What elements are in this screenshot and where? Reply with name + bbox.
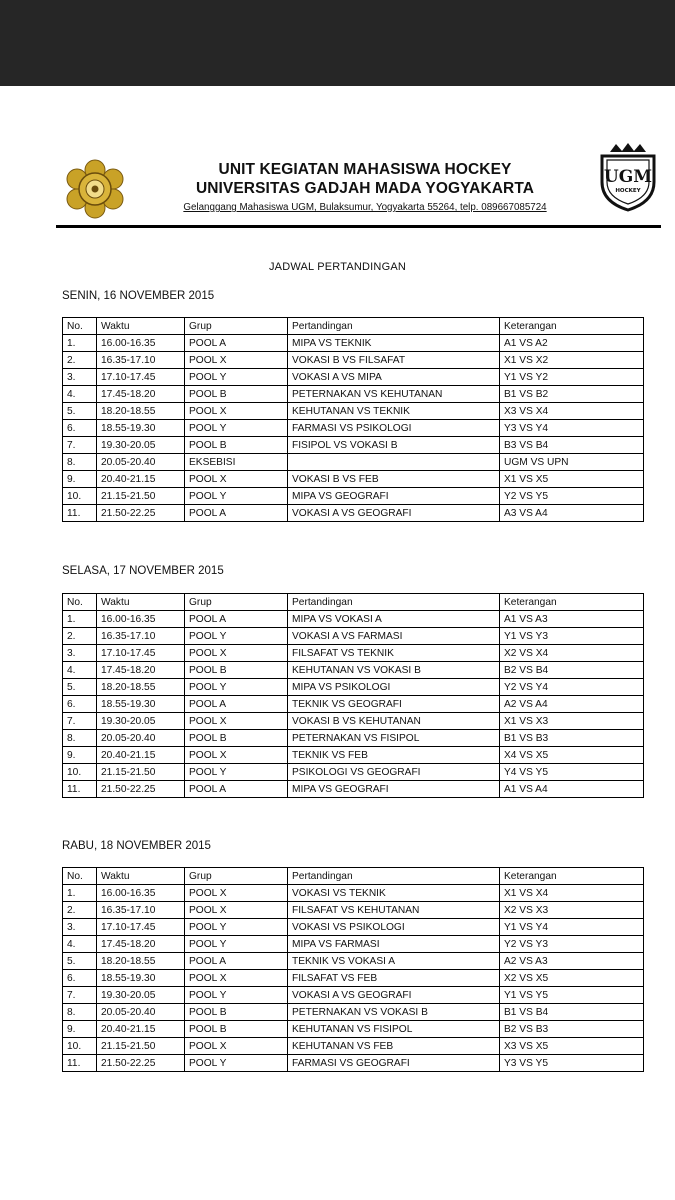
col-grup-cell: POOL B: [185, 730, 288, 747]
table-row: [63, 679, 644, 696]
col-waktu-cell: 20.05-20.40: [97, 1004, 185, 1021]
col-keterangan-cell: X1 VS X3: [500, 713, 644, 730]
col-grup-cell: POOL B: [185, 1021, 288, 1038]
col-keterangan-header: Keterangan: [500, 868, 644, 885]
col-waktu-cell: 17.10-17.45: [97, 369, 185, 386]
col-waktu-cell: 21.50-22.25: [97, 1055, 185, 1072]
col-pertandingan-cell: TEKNIK VS GEOGRAFI: [288, 696, 500, 713]
col-waktu-cell: 18.55-19.30: [97, 696, 185, 713]
col-keterangan-cell: A2 VS A3: [500, 953, 644, 970]
day-label-rabu: RABU, 18 NOVEMBER 2015: [62, 840, 211, 852]
col-waktu-cell: 16.00-16.35: [97, 611, 185, 628]
table-row: [63, 454, 644, 471]
col-waktu-cell: 20.40-21.15: [97, 1021, 185, 1038]
table-row: [63, 471, 644, 488]
table-row: [63, 352, 644, 369]
col-keterangan-cell: Y3 VS Y4: [500, 420, 644, 437]
col-grup-header: Grup: [185, 868, 288, 885]
col-grup-cell: POOL X: [185, 352, 288, 369]
col-pertandingan-cell: FARMASI VS PSIKOLOGI: [288, 420, 500, 437]
col-no-cell: 5.: [63, 403, 97, 420]
col-pertandingan-cell: VOKASI A VS GEOGRAFI: [288, 505, 500, 522]
col-pertandingan-cell: FARMASI VS GEOGRAFI: [288, 1055, 500, 1072]
org-name: UNIT KEGIATAN MAHASISWA HOCKEY: [218, 161, 512, 178]
col-grup-cell: POOL A: [185, 335, 288, 352]
ugm-hockey-crest-icon: [596, 142, 660, 212]
col-no-cell: 5.: [63, 953, 97, 970]
table-row: [63, 1021, 644, 1038]
col-waktu-cell: 21.15-21.50: [97, 764, 185, 781]
table-row: [63, 335, 644, 352]
col-grup-cell: POOL Y: [185, 987, 288, 1004]
col-no-cell: 6.: [63, 696, 97, 713]
col-grup-cell: POOL X: [185, 1038, 288, 1055]
document-page: [0, 86, 675, 1200]
col-no-cell: 10.: [63, 764, 97, 781]
crest-text: UGM: [603, 167, 653, 187]
col-no-cell: 10.: [63, 488, 97, 505]
table-row: [63, 919, 644, 936]
col-no-cell: 11.: [63, 505, 97, 522]
table-row: [63, 885, 644, 902]
table-header-row: [63, 868, 644, 885]
table-row: [63, 730, 644, 747]
col-grup-cell: POOL X: [185, 471, 288, 488]
col-pertandingan-cell: VOKASI VS PSIKOLOGI: [288, 919, 500, 936]
col-grup-cell: POOL Y: [185, 420, 288, 437]
table-row: [63, 628, 644, 645]
col-keterangan-cell: B2 VS B4: [500, 662, 644, 679]
col-no-cell: 9.: [63, 471, 97, 488]
col-grup-cell: POOL B: [185, 1004, 288, 1021]
table-row: [63, 747, 644, 764]
table-row: [63, 696, 644, 713]
col-grup-cell: POOL X: [185, 885, 288, 902]
col-waktu-cell: 16.00-16.35: [97, 335, 185, 352]
col-no-cell: 4.: [63, 936, 97, 953]
table-row: [63, 970, 644, 987]
col-waktu-cell: 19.30-20.05: [97, 987, 185, 1004]
col-pertandingan-cell: MIPA VS GEOGRAFI: [288, 781, 500, 798]
col-waktu-cell: 18.20-18.55: [97, 403, 185, 420]
col-no-header: No.: [63, 594, 97, 611]
col-pertandingan-cell: VOKASI A VS GEOGRAFI: [288, 987, 500, 1004]
org-address: Gelanggang Mahasiswa UGM, Bulaksumur, Yogyakarta 55264, telp. 089667085724: [183, 202, 547, 213]
col-keterangan-cell: A1 VS A3: [500, 611, 644, 628]
col-waktu-header: Waktu: [97, 318, 185, 335]
col-keterangan-cell: Y2 VS Y3: [500, 936, 644, 953]
col-grup-cell: POOL Y: [185, 679, 288, 696]
schedule-table-senin: [62, 317, 644, 522]
col-pertandingan-cell: VOKASI B VS FEB: [288, 471, 500, 488]
col-no-header: No.: [63, 868, 97, 885]
col-pertandingan-cell: TEKNIK VS FEB: [288, 747, 500, 764]
col-no-cell: 7.: [63, 713, 97, 730]
col-keterangan-cell: X1 VS X2: [500, 352, 644, 369]
col-waktu-cell: 16.00-16.35: [97, 885, 185, 902]
col-waktu-cell: 20.05-20.40: [97, 454, 185, 471]
table-row: [63, 403, 644, 420]
col-no-cell: 2.: [63, 352, 97, 369]
col-pertandingan-cell: VOKASI A VS FARMASI: [288, 628, 500, 645]
table-row: [63, 505, 644, 522]
col-waktu-cell: 17.10-17.45: [97, 919, 185, 936]
table-row: [63, 1004, 644, 1021]
table-row: [63, 488, 644, 505]
col-keterangan-cell: Y1 VS Y5: [500, 987, 644, 1004]
col-pertandingan-cell: FILSAFAT VS FEB: [288, 970, 500, 987]
col-keterangan-cell: X2 VS X4: [500, 645, 644, 662]
col-no-cell: 8.: [63, 454, 97, 471]
col-keterangan-cell: A3 VS A4: [500, 505, 644, 522]
col-no-cell: 2.: [63, 628, 97, 645]
col-grup-cell: EKSEBISI: [185, 454, 288, 471]
col-grup-cell: POOL A: [185, 611, 288, 628]
col-keterangan-cell: A1 VS A4: [500, 781, 644, 798]
col-pertandingan-cell: KEHUTANAN VS FEB: [288, 1038, 500, 1055]
crest-subtext: HOCKEY: [615, 188, 641, 194]
col-pertandingan-cell: VOKASI VS TEKNIK: [288, 885, 500, 902]
col-keterangan-cell: B1 VS B2: [500, 386, 644, 403]
top-bar: [0, 0, 675, 86]
document-title: JADWAL PERTANDINGAN: [268, 261, 407, 273]
col-keterangan-cell: Y1 VS Y3: [500, 628, 644, 645]
col-no-cell: 3.: [63, 645, 97, 662]
col-pertandingan-cell: VOKASI B VS KEHUTANAN: [288, 713, 500, 730]
col-keterangan-cell: Y3 VS Y5: [500, 1055, 644, 1072]
col-keterangan-cell: Y1 VS Y4: [500, 919, 644, 936]
col-no-cell: 7.: [63, 987, 97, 1004]
col-no-cell: 6.: [63, 970, 97, 987]
col-pertandingan-cell: KEHUTANAN VS FISIPOL: [288, 1021, 500, 1038]
col-waktu-cell: 21.50-22.25: [97, 505, 185, 522]
col-grup-cell: POOL Y: [185, 369, 288, 386]
col-waktu-cell: 16.35-17.10: [97, 628, 185, 645]
table-row: [63, 987, 644, 1004]
col-waktu-cell: 18.55-19.30: [97, 970, 185, 987]
col-pertandingan-cell: MIPA VS FARMASI: [288, 936, 500, 953]
col-waktu-cell: 20.40-21.15: [97, 471, 185, 488]
col-keterangan-cell: B1 VS B4: [500, 1004, 644, 1021]
col-grup-cell: POOL Y: [185, 919, 288, 936]
col-no-cell: 3.: [63, 369, 97, 386]
col-waktu-cell: 17.45-18.20: [97, 386, 185, 403]
col-waktu-cell: 18.55-19.30: [97, 420, 185, 437]
col-pertandingan-cell: MIPA VS PSIKOLOGI: [288, 679, 500, 696]
col-no-cell: 11.: [63, 781, 97, 798]
col-no-cell: 1.: [63, 611, 97, 628]
col-keterangan-cell: B3 VS B4: [500, 437, 644, 454]
col-pertandingan-cell: PETERNAKAN VS KEHUTANAN: [288, 386, 500, 403]
table-row: [63, 902, 644, 919]
day-label-selasa: SELASA, 17 NOVEMBER 2015: [62, 565, 224, 577]
col-keterangan-header: Keterangan: [500, 318, 644, 335]
col-grup-header: Grup: [185, 318, 288, 335]
col-no-cell: 8.: [63, 1004, 97, 1021]
col-pertandingan-cell: MIPA VS VOKASI A: [288, 611, 500, 628]
col-keterangan-cell: Y2 VS Y4: [500, 679, 644, 696]
col-keterangan-cell: X1 VS X5: [500, 471, 644, 488]
col-pertandingan-header: Pertandingan: [288, 318, 500, 335]
col-no-cell: 10.: [63, 1038, 97, 1055]
col-waktu-cell: 21.15-21.50: [97, 1038, 185, 1055]
schedule-table-rabu: [62, 867, 644, 1072]
table-row: [63, 645, 644, 662]
col-no-cell: 6.: [63, 420, 97, 437]
table-row: [63, 936, 644, 953]
table-row: [63, 953, 644, 970]
table-row: [63, 437, 644, 454]
table-row: [63, 713, 644, 730]
col-no-cell: 3.: [63, 919, 97, 936]
col-grup-cell: POOL B: [185, 662, 288, 679]
col-no-cell: 5.: [63, 679, 97, 696]
col-waktu-cell: 21.15-21.50: [97, 488, 185, 505]
day-label-senin: SENIN, 16 NOVEMBER 2015: [62, 290, 215, 302]
col-keterangan-cell: X3 VS X4: [500, 403, 644, 420]
col-keterangan-cell: X3 VS X5: [500, 1038, 644, 1055]
col-no-cell: 8.: [63, 730, 97, 747]
col-pertandingan-cell: TEKNIK VS VOKASI A: [288, 953, 500, 970]
col-waktu-cell: 19.30-20.05: [97, 713, 185, 730]
col-keterangan-cell: UGM VS UPN: [500, 454, 644, 471]
ugm-emblem-icon: [62, 156, 128, 222]
col-no-cell: 1.: [63, 335, 97, 352]
col-grup-cell: POOL X: [185, 747, 288, 764]
table-row: [63, 420, 644, 437]
col-no-cell: 11.: [63, 1055, 97, 1072]
col-grup-cell: POOL X: [185, 403, 288, 420]
col-grup-cell: POOL A: [185, 696, 288, 713]
col-waktu-header: Waktu: [97, 868, 185, 885]
col-grup-cell: POOL B: [185, 386, 288, 403]
col-waktu-cell: 20.05-20.40: [97, 730, 185, 747]
col-no-cell: 7.: [63, 437, 97, 454]
table-row: [63, 764, 644, 781]
col-waktu-cell: 18.20-18.55: [97, 679, 185, 696]
col-keterangan-cell: A1 VS A2: [500, 335, 644, 352]
col-grup-cell: POOL X: [185, 970, 288, 987]
col-pertandingan-cell: VOKASI A VS MIPA: [288, 369, 500, 386]
col-waktu-cell: 16.35-17.10: [97, 352, 185, 369]
col-pertandingan-cell: KEHUTANAN VS VOKASI B: [288, 662, 500, 679]
col-pertandingan-cell: MIPA VS GEOGRAFI: [288, 488, 500, 505]
table-row: [63, 781, 644, 798]
col-grup-cell: POOL A: [185, 505, 288, 522]
col-no-cell: 4.: [63, 386, 97, 403]
table-row: [63, 369, 644, 386]
header-divider: [56, 225, 661, 228]
col-grup-cell: POOL Y: [185, 764, 288, 781]
col-no-cell: 9.: [63, 747, 97, 764]
schedule-table-selasa: [62, 593, 644, 798]
col-keterangan-cell: Y1 VS Y2: [500, 369, 644, 386]
col-grup-cell: POOL A: [185, 953, 288, 970]
col-no-cell: 4.: [63, 662, 97, 679]
col-waktu-header: Waktu: [97, 594, 185, 611]
col-waktu-cell: 17.10-17.45: [97, 645, 185, 662]
col-grup-cell: POOL Y: [185, 1055, 288, 1072]
col-keterangan-cell: Y2 VS Y5: [500, 488, 644, 505]
col-no-header: No.: [63, 318, 97, 335]
col-grup-cell: POOL X: [185, 902, 288, 919]
col-waktu-cell: 21.50-22.25: [97, 781, 185, 798]
col-pertandingan-cell: KEHUTANAN VS TEKNIK: [288, 403, 500, 420]
col-keterangan-cell: X2 VS X5: [500, 970, 644, 987]
col-pertandingan-cell: [288, 454, 500, 471]
university-name: UNIVERSITAS GADJAH MADA YOGYAKARTA: [195, 180, 535, 197]
table-row: [63, 662, 644, 679]
col-grup-cell: POOL Y: [185, 936, 288, 953]
col-keterangan-cell: X1 VS X4: [500, 885, 644, 902]
col-grup-cell: POOL X: [185, 713, 288, 730]
col-pertandingan-cell: VOKASI B VS FILSAFAT: [288, 352, 500, 369]
table-row: [63, 611, 644, 628]
col-grup-cell: POOL X: [185, 645, 288, 662]
col-keterangan-cell: X4 VS X5: [500, 747, 644, 764]
col-pertandingan-cell: PETERNAKAN VS VOKASI B: [288, 1004, 500, 1021]
col-keterangan-header: Keterangan: [500, 594, 644, 611]
col-pertandingan-cell: FILSAFAT VS TEKNIK: [288, 645, 500, 662]
col-pertandingan-cell: MIPA VS TEKNIK: [288, 335, 500, 352]
col-no-cell: 1.: [63, 885, 97, 902]
col-grup-cell: POOL B: [185, 437, 288, 454]
col-grup-cell: POOL Y: [185, 628, 288, 645]
col-pertandingan-cell: PSIKOLOGI VS GEOGRAFI: [288, 764, 500, 781]
col-keterangan-cell: B2 VS B3: [500, 1021, 644, 1038]
col-waktu-cell: 17.45-18.20: [97, 936, 185, 953]
letterhead: [150, 160, 580, 213]
col-pertandingan-cell: PETERNAKAN VS FISIPOL: [288, 730, 500, 747]
table-row: [63, 1038, 644, 1055]
col-waktu-cell: 18.20-18.55: [97, 953, 185, 970]
col-waktu-cell: 20.40-21.15: [97, 747, 185, 764]
col-grup-cell: POOL A: [185, 781, 288, 798]
col-pertandingan-header: Pertandingan: [288, 868, 500, 885]
col-no-cell: 9.: [63, 1021, 97, 1038]
col-no-cell: 2.: [63, 902, 97, 919]
col-pertandingan-cell: FISIPOL VS VOKASI B: [288, 437, 500, 454]
col-grup-cell: POOL Y: [185, 488, 288, 505]
col-keterangan-cell: Y4 VS Y5: [500, 764, 644, 781]
table-header-row: [63, 318, 644, 335]
col-pertandingan-cell: FILSAFAT VS KEHUTANAN: [288, 902, 500, 919]
col-keterangan-cell: B1 VS B3: [500, 730, 644, 747]
col-keterangan-cell: A2 VS A4: [500, 696, 644, 713]
table-header-row: [63, 594, 644, 611]
table-row: [63, 1055, 644, 1072]
col-waktu-cell: 19.30-20.05: [97, 437, 185, 454]
col-grup-header: Grup: [185, 594, 288, 611]
col-waktu-cell: 17.45-18.20: [97, 662, 185, 679]
table-row: [63, 386, 644, 403]
col-waktu-cell: 16.35-17.10: [97, 902, 185, 919]
col-keterangan-cell: X2 VS X3: [500, 902, 644, 919]
col-pertandingan-header: Pertandingan: [288, 594, 500, 611]
